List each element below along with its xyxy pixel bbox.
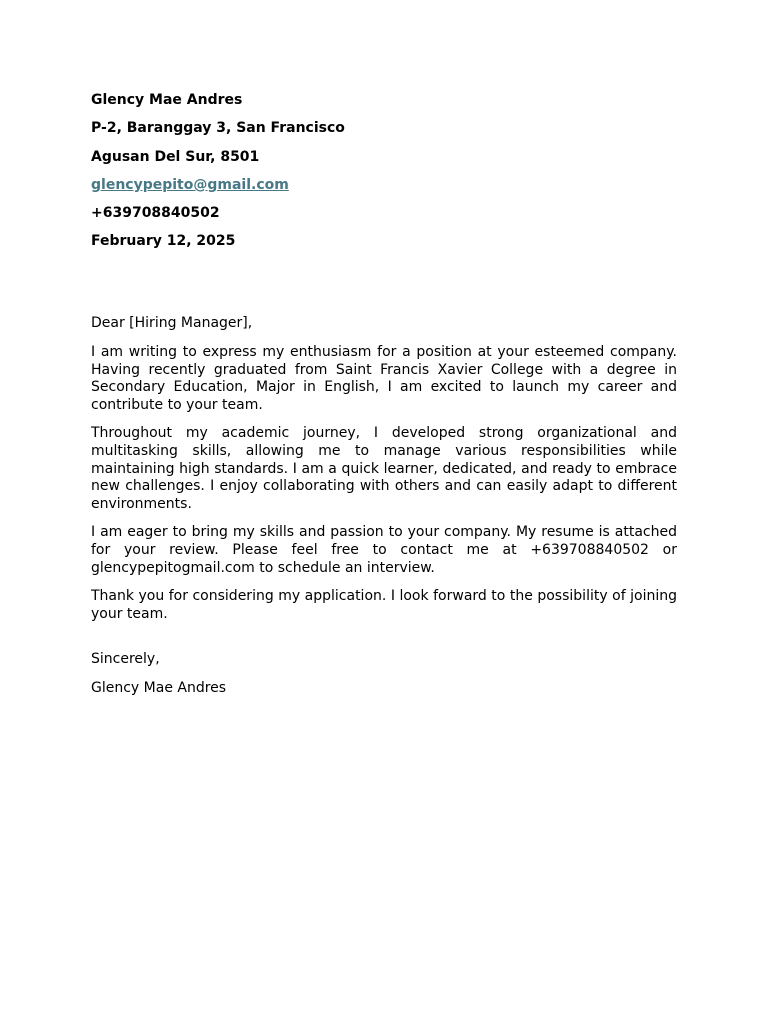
sender-block (91, 92, 677, 250)
closing: Sincerely, (91, 651, 160, 668)
sender-address-line2: Agusan Del Sur, 8501 (91, 148, 260, 165)
sender-address-line1: P-2, Baranggay 3, San Francisco (91, 120, 345, 137)
letter-date: February 12, 2025 (91, 233, 236, 250)
sender-email-link[interactable]: glencypepito@gmail.com (91, 176, 289, 193)
paragraph-intro: I am writing to express my enthusiasm for a position at your esteemed company. Having recently graduated from Saint Francis Xavier College with a degree in Secondary Education, Major in English, I am excited to launch my career and contribute to your team. (91, 344, 677, 413)
salutation: Dear [Hiring Manager], (91, 315, 253, 332)
signature-name: Glency Mae Andres (91, 679, 227, 696)
paragraph-thanks: Thank you for considering my application. I look forward to the possibility of joining your team. (91, 588, 677, 622)
letter-body (91, 92, 677, 698)
sender-email-line (91, 177, 677, 194)
paragraph-contact: I am eager to bring my skills and passion to your company. My resume is attached for your review. Please feel free to contact me at +639708840502 or glencypepitogmail.com to schedule an interview. (91, 524, 677, 576)
paragraph-skills: Throughout my academic journey, I developed strong organizational and multitasking skills, allowing me to manage various responsibilities while maintaining high standards. I am a quick learner, dedicated, and ready to embrace new challenges. I enjoy collaborating with others and can easily adapt to different environments. (91, 425, 677, 512)
sender-phone: +639708840502 (91, 205, 220, 222)
sender-name: Glency Mae Andres (91, 92, 243, 108)
